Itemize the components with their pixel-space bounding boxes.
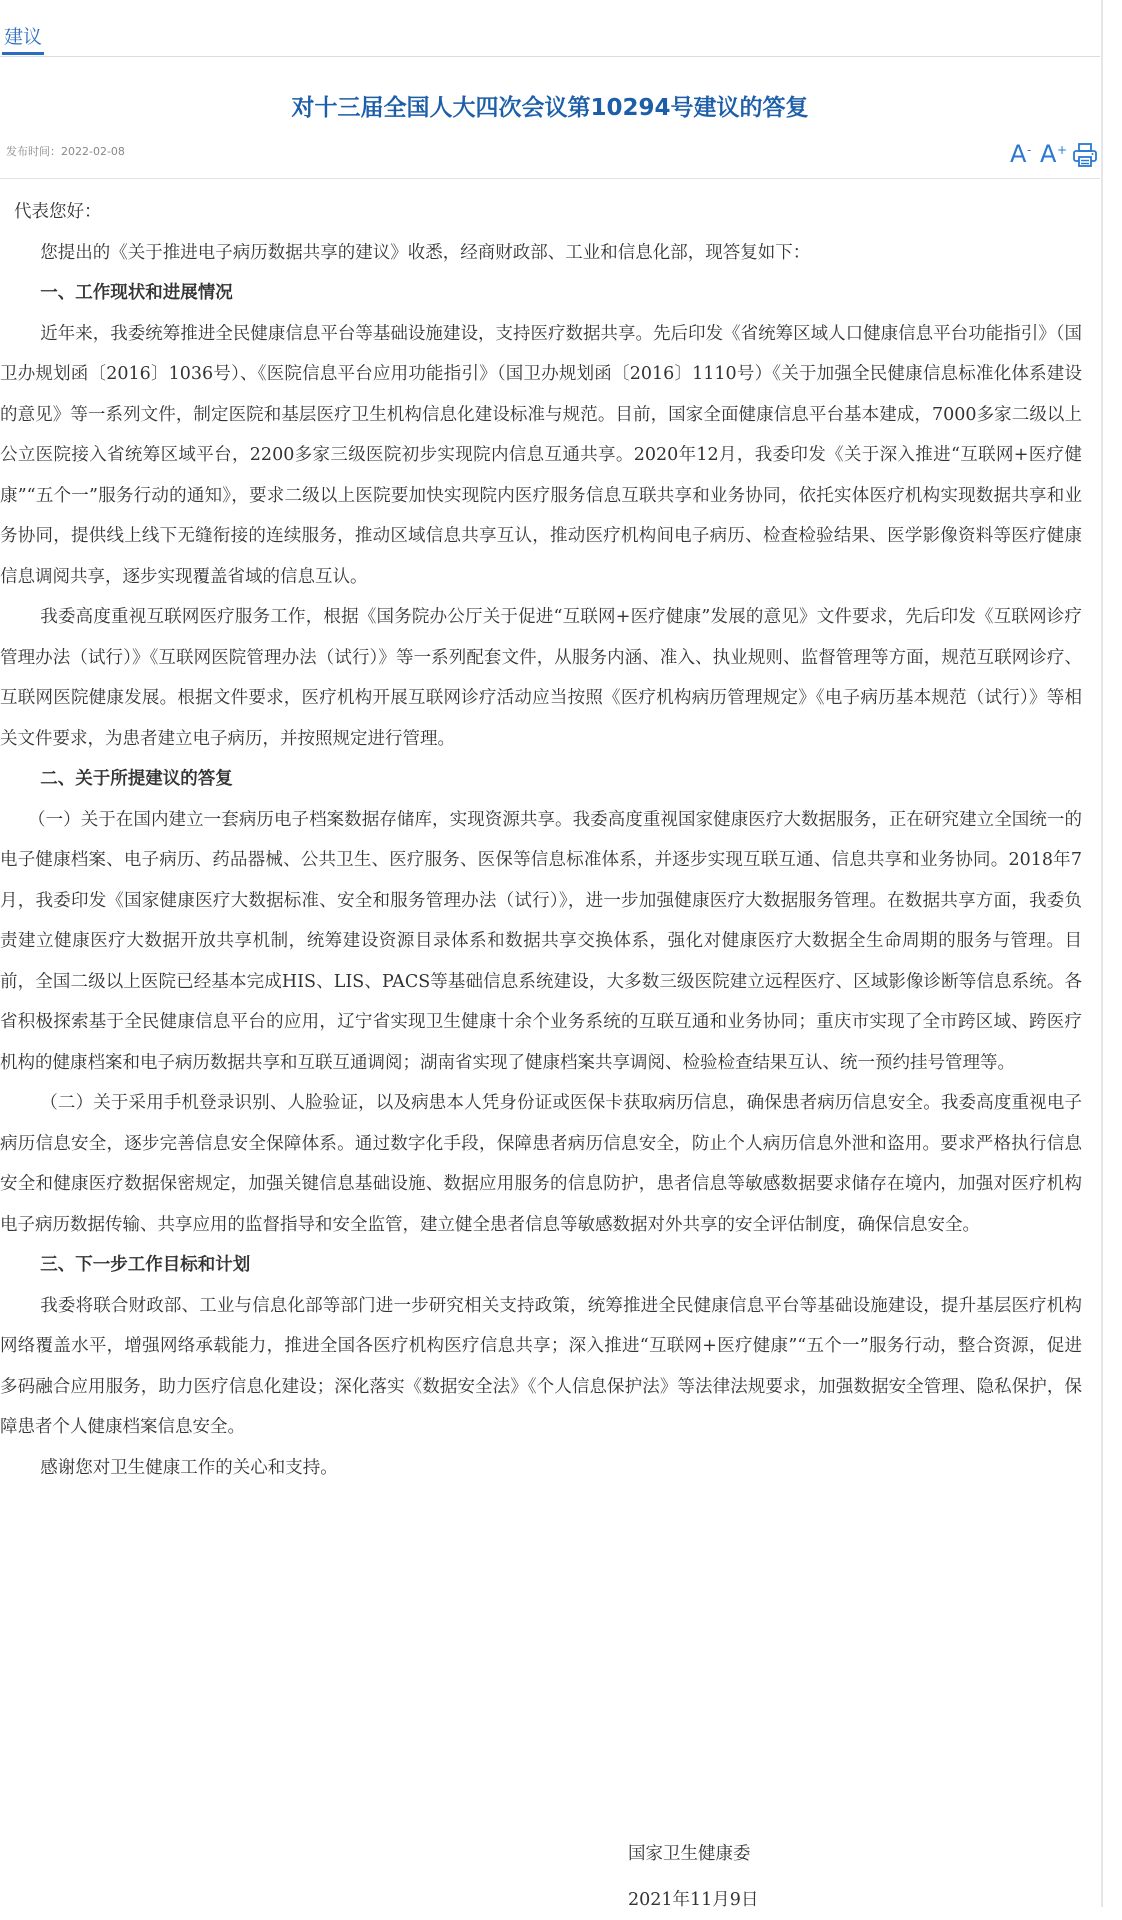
closing: 感谢您对卫生健康工作的关心和支持。 bbox=[40, 1457, 338, 1478]
paragraph-4: （二）关于采用手机登录识别、人脸验证，以及病患本人凭身份证或医保卡获取病历信息，确保患者病历信息安全。我委高度重视电子病历信息安全，逐步完善信息安全保障体系。通过数字化手段，保障患者病历信息安全，防止个人病历信息外泄和盗用。要求严格执行信息安全和健康医疗数据保密规定，加强关键信息基础设施、数据应用服务的信息防护，患者信息等敏感数据要求储存在境内，加强对医疗机构电子病历数据传输、共享应用的监督指导和安全监管，建立健全患者信息等敏感数据对外共享的安全评估制度，确保信息安全。 bbox=[0, 1093, 1082, 1235]
page-right-border bbox=[1101, 0, 1103, 1907]
article-title: 对十三届全国人大四次会议第10294号建议的答复 bbox=[291, 95, 809, 121]
font-increase-button[interactable] bbox=[1040, 140, 1068, 168]
paragraph-3: （一）关于在国内建立一套病历电子档案数据存储库，实现资源共享。我委高度重视国家健康医疗大数据服务，正在研究建立全国统一的电子健康档案、电子病历、药品器械、公共卫生、医疗服务、医保等信息标准体系，并逐步实现互联互通、信息共享和业务协同。2018年7月，我委印发《国家健康医疗大数据标准、安全和服务管理办法（试行）》，进一步加强健康医疗大数据服务管理。在数据共享方面，我委负责建立健康医疗大数据开放共享机制，统筹建设资源目录体系和数据共享交换体系，强化对健康医疗大数据全生命周期的服务与管理。目前，全国二级以上医院已经基本完成HIS、LIS、PACS等基础信息系统建设，大多数三级医院建立远程医疗、区域影像诊断等信息系统。各省积极探索基于全民健康信息平台的应用，辽宁省实现卫生健康十余个业务系统的互联互通和业务协同；重庆市实现了全市跨区域、跨医疗机构的健康档案和电子病历数据共享和互联互通调阅；湖南省实现了健康档案共享调阅、检验检查结果互认、统一预约挂号管理等。 bbox=[0, 809, 1082, 1073]
print-button[interactable] bbox=[1072, 142, 1098, 168]
paragraph-1: 近年来，我委统筹推进全民健康信息平台等基础设施建设，支持医疗数据共享。先后印发《省统筹区域人口健康信息平台功能指引》（国卫办规划函〔2016〕1036号）、《医院信息平台应用功能指引》（国卫办规划函〔2016〕1110号）《关于加强全民健康信息标准化体系建设的意见》等一系列文件，制定医院和基层医疗卫生机构信息化建设标准与规范。目前，国家全面健康信息平台基本建成，7000多家二级以上公立医院接入省统筹区域平台，2200多家三级医院初步实现院内信息互通共享。2020年12月，我委印发《关于深入推进“互联网+医疗健康”“五个一”服务行动的通知》，要求二级以上医院要加快实现院内医疗服务信息互联共享和业务协同，依托实体医疗机构实现数据共享和业务协同，提供线上线下无缝衔接的连续服务，推动区域信息共享互认，推动医疗机构间电子病历、检查检验结果、医学影像资料等医疗健康信息调阅共享，逐步实现覆盖省域的信息互认。 bbox=[0, 323, 1082, 587]
reading-tools bbox=[1006, 138, 1100, 168]
signature: 国家卫生健康委 bbox=[628, 1844, 751, 1864]
font-decrease-sign: - bbox=[1027, 143, 1032, 157]
section-heading-1: 一、工作现状和进展情况 bbox=[40, 283, 233, 303]
printer-icon bbox=[1072, 142, 1098, 168]
font-increase-label: A bbox=[1040, 140, 1057, 168]
greeting: 代表您好： bbox=[14, 202, 102, 222]
sign-date: 2021年11月9日 bbox=[628, 1890, 759, 1910]
section-heading-2: 二、关于所提建议的答复 bbox=[40, 769, 233, 789]
paragraph-2: 我委高度重视互联网医疗服务工作，根据《国务院办公厅关于促进“互联网+医疗健康”发展的意见》文件要求，先后印发《互联网诊疗管理办法（试行）》《互联网医院管理办法（试行）》等一系列配套文件，从服务内涵、准入、执业规则、监督管理等方面，规范互联网诊疗、互联网医院健康发展。根据文件要求，医疗机构开展互联网诊疗活动应当按照《医疗机构病历管理规定》《电子病历基本规范（试行）》等相关文件要求，为患者建立电子病历，并按照规定进行管理。 bbox=[0, 607, 1082, 749]
tab-bar bbox=[0, 0, 1100, 57]
tab-suggestion[interactable]: 建议 bbox=[2, 22, 44, 55]
font-decrease-button[interactable] bbox=[1010, 140, 1032, 168]
font-increase-sign: + bbox=[1057, 143, 1068, 157]
intro-paragraph: 您提出的《关于推进电子病历数据共享的建议》收悉，经商财政部、工业和信息化部，现答复如下： bbox=[40, 242, 811, 263]
font-decrease-label: A bbox=[1010, 140, 1027, 168]
header-divider bbox=[0, 178, 1100, 179]
publish-time: 发布时间：2022-02-08 bbox=[6, 145, 125, 158]
article-body bbox=[0, 192, 1082, 1488]
paragraph-5: 我委将联合财政部、工业与信息化部等部门进一步研究相关支持政策，统筹推进全民健康信息平台等基础设施建设，提升基层医疗机构网络覆盖水平，增强网络承载能力，推进全国各医疗机构医疗信息共享；深入推进“互联网+医疗健康”“五个一”服务行动，整合资源，促进多码融合应用服务，助力医疗信息化建设；深化落实《数据安全法》《个人信息保护法》等法律法规要求，加强数据安全管理、隐私保护，保障患者个人健康档案信息安全。 bbox=[0, 1295, 1082, 1437]
section-heading-3: 三、下一步工作目标和计划 bbox=[40, 1255, 251, 1275]
